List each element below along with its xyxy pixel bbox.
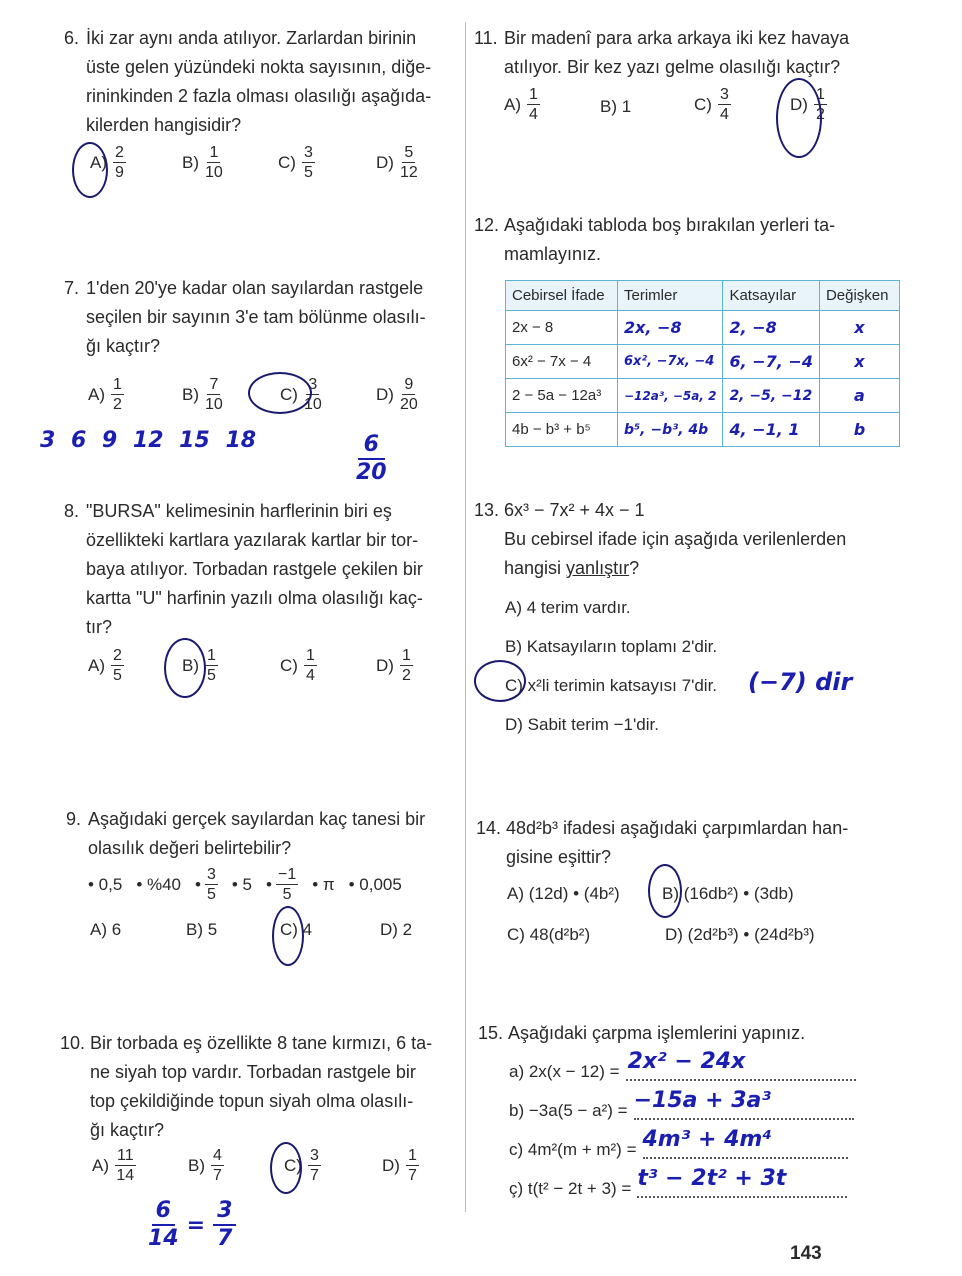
question-9	[66, 805, 425, 863]
question-text: Aşağıdaki tabloda boş bırakılan yerleri ta-	[504, 215, 836, 235]
option-c[interactable]	[280, 646, 317, 685]
fraction	[111, 646, 124, 685]
numerator: 1	[815, 86, 825, 103]
option-b[interactable]: B) (16db²) • (3db)	[662, 884, 794, 903]
denominator: 7	[213, 1167, 222, 1184]
denominator: 2	[113, 396, 122, 413]
numerator: 2	[115, 144, 124, 161]
answer-circle	[72, 142, 108, 198]
number-item: • 5	[231, 874, 253, 894]
option-d[interactable]: D) (2d²b³) • (24d²b³)	[665, 925, 815, 944]
fraction	[400, 646, 413, 685]
question-text: özellikteki kartlara yazılarak kartlar bir tor-	[86, 530, 419, 550]
numerator: 1	[407, 1147, 417, 1164]
option-c[interactable]	[694, 85, 731, 124]
question-text: baya atılıyor. Torbadan rastgele çekilen bir	[86, 559, 423, 579]
denominator: 4	[305, 667, 315, 684]
fraction	[205, 865, 218, 904]
numerator: 3	[303, 144, 313, 161]
denominator: 7	[217, 1226, 233, 1251]
bullet: •	[266, 874, 272, 894]
exercise-prompt: ç) t(t² − 2t + 3) =	[509, 1179, 632, 1198]
numerator: 3	[213, 1198, 236, 1226]
denominator: 10	[303, 396, 322, 413]
denominator: 12	[399, 164, 418, 181]
answer-field[interactable]	[642, 1127, 848, 1159]
expression-cell: 2 − 5a − 12a³	[506, 379, 618, 413]
fraction	[527, 85, 540, 124]
question-text: kilerden hangisidir?	[86, 115, 242, 135]
option-label: C)	[278, 152, 296, 172]
option-label: A)	[90, 152, 107, 172]
numerator: 1	[305, 647, 315, 664]
denominator: 14	[116, 1167, 135, 1184]
question-text: Bir torbada eş özellikte 8 tane kırmızı, 6 ta-	[90, 1033, 433, 1053]
option-label: C)	[284, 1155, 302, 1175]
fraction	[400, 143, 418, 182]
numerator: 1	[113, 376, 122, 393]
question-13	[474, 496, 846, 583]
fraction	[205, 375, 223, 414]
denominator: 5	[206, 886, 216, 903]
fraction	[115, 1146, 136, 1185]
fraction	[111, 375, 124, 414]
option-a[interactable]: A) 4 terim vardır.	[505, 598, 631, 617]
fraction	[113, 143, 126, 182]
option-d[interactable]	[376, 375, 418, 414]
question-7	[64, 274, 426, 361]
option-label: A)	[88, 384, 105, 404]
table-row	[506, 413, 900, 447]
number-item: • π	[312, 874, 335, 894]
numerator: 7	[209, 376, 219, 393]
fraction	[302, 143, 315, 182]
option-a[interactable]	[504, 85, 540, 124]
option-b[interactable]	[182, 143, 223, 182]
numerator: 6	[358, 432, 385, 460]
numerator: 1	[401, 647, 411, 664]
column-header: Katsayılar	[723, 281, 820, 311]
answer-circle	[270, 1142, 302, 1194]
denominator: 4	[529, 106, 538, 123]
exercise-c-cedilla	[509, 1166, 847, 1199]
option-b[interactable]	[188, 1146, 224, 1185]
exercise-b	[509, 1088, 854, 1121]
fraction	[718, 85, 731, 124]
expression-cell: 2x − 8	[506, 311, 618, 345]
question-number: 13.	[474, 500, 500, 520]
numerator: 3	[308, 376, 318, 393]
numerator: 2	[113, 647, 122, 664]
denominator: 5	[303, 164, 313, 181]
handwritten-answer: t³ − 2t² + 3t	[637, 1166, 787, 1191]
question-text: Bir madenî para arka arkaya iki kez havaya	[504, 28, 850, 48]
equals: =	[186, 1212, 206, 1238]
question-15	[478, 1019, 805, 1048]
option-d[interactable]: D) 2	[380, 920, 413, 939]
denominator: 2	[401, 667, 411, 684]
question-text: Bu cebirsel ifade için aşağıda verilenlerden	[504, 529, 847, 549]
question-text: Aşağıdaki gerçek sayılardan kaç tanesi bir	[88, 809, 426, 829]
number-item: • %40	[136, 874, 182, 894]
question-text: ğı kaçtır?	[90, 1120, 165, 1140]
option-label: A)	[88, 655, 105, 675]
numerator: 3	[309, 1147, 319, 1164]
table-row	[506, 311, 900, 345]
option-label: B)	[182, 152, 199, 172]
question-text: gisine eşittir?	[506, 847, 612, 867]
option-b[interactable]	[600, 97, 631, 117]
bullet: •	[195, 874, 201, 894]
option-label: C)	[280, 655, 298, 675]
table-row	[506, 345, 900, 379]
question-text: tır?	[86, 617, 113, 637]
fraction	[148, 1198, 179, 1252]
exercise-a	[509, 1049, 856, 1082]
algebra-table	[505, 280, 900, 447]
question-text: olasılık değeri belirtebilir?	[88, 838, 292, 858]
numerator: 6	[152, 1198, 175, 1226]
number-item: • 0,005	[348, 874, 402, 894]
option-label: B) 1	[600, 97, 632, 116]
option-label: D)	[382, 1155, 400, 1175]
option-label: C)	[280, 384, 298, 404]
number-list	[88, 865, 402, 904]
option-a[interactable]: A) 6	[90, 920, 122, 939]
variable-cell[interactable]: b	[819, 413, 899, 447]
question-text: ğı kaçtır?	[86, 336, 161, 356]
option-d[interactable]	[382, 1146, 419, 1185]
answer-field[interactable]	[633, 1088, 854, 1120]
number-item	[266, 865, 298, 904]
question-number: 14.	[476, 818, 502, 838]
exercise-prompt: b) −3a(5 − a²) =	[509, 1101, 628, 1120]
answer-field[interactable]	[626, 1049, 856, 1081]
fraction	[406, 1146, 419, 1185]
question-text: atılıyor. Bir kez yazı gelme olasılığı kaçtır?	[504, 57, 841, 77]
coefficients-cell[interactable]: 6, −7, −4	[723, 345, 820, 379]
question-number: 15.	[478, 1023, 504, 1043]
denominator: 5	[113, 667, 122, 684]
numerator: 3	[719, 86, 729, 103]
answer-field[interactable]	[637, 1166, 847, 1198]
terms-cell[interactable]: 2x, −8	[618, 311, 723, 345]
answer-circle	[474, 660, 526, 702]
numerator: 1	[207, 647, 216, 664]
table-header	[506, 281, 900, 311]
handwritten-answer: −15a + 3a³	[633, 1088, 772, 1113]
denominator: 4	[719, 106, 729, 123]
question-text: ?	[629, 558, 640, 578]
question-number: 11.	[474, 28, 498, 48]
denominator: 2	[815, 106, 825, 123]
question-text: mamlayınız.	[504, 244, 602, 264]
denominator: 20	[356, 460, 387, 485]
variable-cell[interactable]: a	[819, 379, 899, 413]
option-a[interactable]	[92, 1146, 136, 1185]
terms-cell[interactable]: 6x², −7x, −4	[618, 345, 723, 379]
handwritten-answer	[356, 432, 387, 486]
column-header: Cebirsel İfade	[506, 281, 618, 311]
number-item	[195, 865, 218, 904]
column-header: Değişken	[819, 281, 899, 311]
numerator: 4	[213, 1147, 222, 1164]
question-text: 48d²b³ ifadesi aşağıdaki çarpımlardan han-	[506, 818, 849, 838]
handwritten-answer: 2x² − 24x	[627, 1049, 746, 1074]
question-number: 6.	[64, 28, 80, 48]
answer-circle	[248, 372, 312, 414]
question-text: üste gelen yüzündeki nokta sayısının, diğe-	[86, 57, 432, 77]
option-d[interactable]	[376, 143, 418, 182]
option-d[interactable]	[376, 646, 413, 685]
denominator: 9	[115, 164, 124, 181]
exercise-prompt: c) 4m²(m + m²) =	[509, 1140, 637, 1159]
option-label: A)	[504, 94, 521, 114]
denominator: 10	[205, 396, 223, 413]
question-text: 1'den 20'ye kadar olan sayılardan rastgele	[86, 278, 424, 298]
fraction	[276, 865, 298, 904]
denominator: 7	[407, 1167, 417, 1184]
option-b[interactable]: B) Katsayıların toplamı 2'dir.	[505, 637, 718, 656]
numerator: 9	[404, 376, 414, 393]
expression-cell: 6x² − 7x − 4	[506, 345, 618, 379]
question-text: İki zar aynı anda atılıyor. Zarlardan birinin	[86, 28, 417, 48]
fraction	[205, 646, 218, 685]
question-number: 7.	[64, 278, 80, 298]
variable-cell[interactable]: x	[819, 345, 899, 379]
option-b[interactable]: B) 5	[186, 920, 218, 939]
column-header: Terimler	[618, 281, 723, 311]
question-number: 8.	[64, 501, 80, 521]
coefficients-cell[interactable]: 4, −1, 1	[723, 413, 820, 447]
denominator: 5	[282, 886, 292, 903]
fraction	[213, 1198, 236, 1252]
question-11	[474, 24, 849, 82]
question-text: seçilen bir sayının 3'e tam bölünme olasılı-	[86, 307, 426, 327]
option-label: D)	[376, 655, 394, 675]
question-text: Aşağıdaki çarpma işlemlerini yapınız.	[508, 1023, 806, 1043]
numerator: 5	[404, 144, 414, 161]
question-text: "BURSA" kelimesinin harflerinin biri eş	[86, 501, 392, 521]
option-label: B)	[182, 655, 199, 675]
numerator: 11	[117, 1147, 134, 1164]
option-a[interactable]: A) (12d) • (4b²)	[507, 884, 620, 903]
option-a[interactable]	[88, 646, 124, 685]
fraction	[308, 1146, 321, 1185]
option-label: D)	[376, 152, 394, 172]
variable-cell[interactable]: x	[819, 311, 899, 345]
numerator: −1	[277, 866, 297, 883]
numerator: 1	[529, 86, 538, 103]
question-text: hangisi	[504, 558, 567, 578]
column-divider	[465, 22, 466, 1212]
answer-circle	[272, 906, 304, 966]
terms-cell[interactable]: b⁵, −b³, 4b	[618, 413, 723, 447]
handwritten-multiples: 3 6 9 12 15 18	[40, 428, 257, 453]
table-row	[506, 379, 900, 413]
answer-circle	[776, 78, 822, 158]
option-label: B)	[188, 1155, 205, 1175]
option-c[interactable]: C) 48(d²b²)	[507, 925, 591, 944]
denominator: 14	[148, 1226, 179, 1251]
option-a[interactable]	[88, 375, 124, 414]
denominator: 20	[399, 396, 418, 413]
option-c[interactable]: C) 4	[280, 920, 313, 939]
handwritten-note: (−7) dir	[748, 668, 853, 696]
option-label: B)	[182, 384, 199, 404]
question-number: 12.	[474, 215, 500, 235]
exercise-prompt: a) 2x(x − 12) =	[509, 1062, 620, 1081]
question-text: kartta "U" harfinin yazılı olma olasılığı kaç-	[86, 588, 423, 608]
answer-circle	[164, 638, 206, 698]
question-6	[64, 24, 431, 140]
fraction	[211, 1146, 224, 1185]
denominator: 7	[309, 1167, 319, 1184]
question-text: top çekildiğinde topun siyah olma olasılı-	[90, 1091, 414, 1111]
option-label: C)	[694, 94, 712, 114]
coefficients-cell[interactable]: 2, −8	[723, 311, 820, 345]
numerator: 3	[206, 866, 216, 883]
exercise-c	[509, 1127, 848, 1160]
question-8	[64, 497, 423, 642]
option-c[interactable]	[278, 143, 315, 182]
question-number: 10.	[60, 1033, 86, 1053]
question-12	[474, 211, 835, 269]
option-label: D)	[376, 384, 394, 404]
question-10	[60, 1029, 432, 1145]
number-item: • 0,5	[88, 874, 123, 894]
denominator: 10	[205, 164, 223, 181]
expression: 6x³ − 7x² + 4x − 1	[504, 500, 645, 520]
answer-circle	[648, 864, 682, 918]
coefficients-cell[interactable]: 2, −5, −12	[723, 379, 820, 413]
denominator: 5	[207, 667, 216, 684]
option-b[interactable]	[182, 375, 223, 414]
option-label: D)	[790, 94, 808, 114]
expression-cell: 4b − b³ + b⁵	[506, 413, 618, 447]
emphasis-text: yanlıştır	[566, 558, 630, 578]
question-number: 9.	[66, 809, 82, 829]
option-d[interactable]: D) Sabit terim −1'dir.	[505, 715, 659, 734]
numerator: 1	[209, 144, 219, 161]
fraction	[205, 143, 223, 182]
fraction	[304, 646, 317, 685]
option-c[interactable]: C) x²li terimin katsayısı 7'dir.	[505, 676, 718, 695]
fraction	[400, 375, 418, 414]
option-label: A)	[92, 1155, 109, 1175]
question-text: rininkinden 2 fazla olması olasılığı aşağıda-	[86, 86, 432, 106]
handwritten-calculation	[148, 1198, 236, 1252]
handwritten-answer: 4m³ + 4m⁴	[642, 1127, 772, 1152]
page-number: 143	[790, 1243, 822, 1264]
question-text: ne siyah top vardır. Torbadan rastgele bir	[90, 1062, 416, 1082]
terms-cell[interactable]: −12a³, −5a, 2	[618, 379, 723, 413]
